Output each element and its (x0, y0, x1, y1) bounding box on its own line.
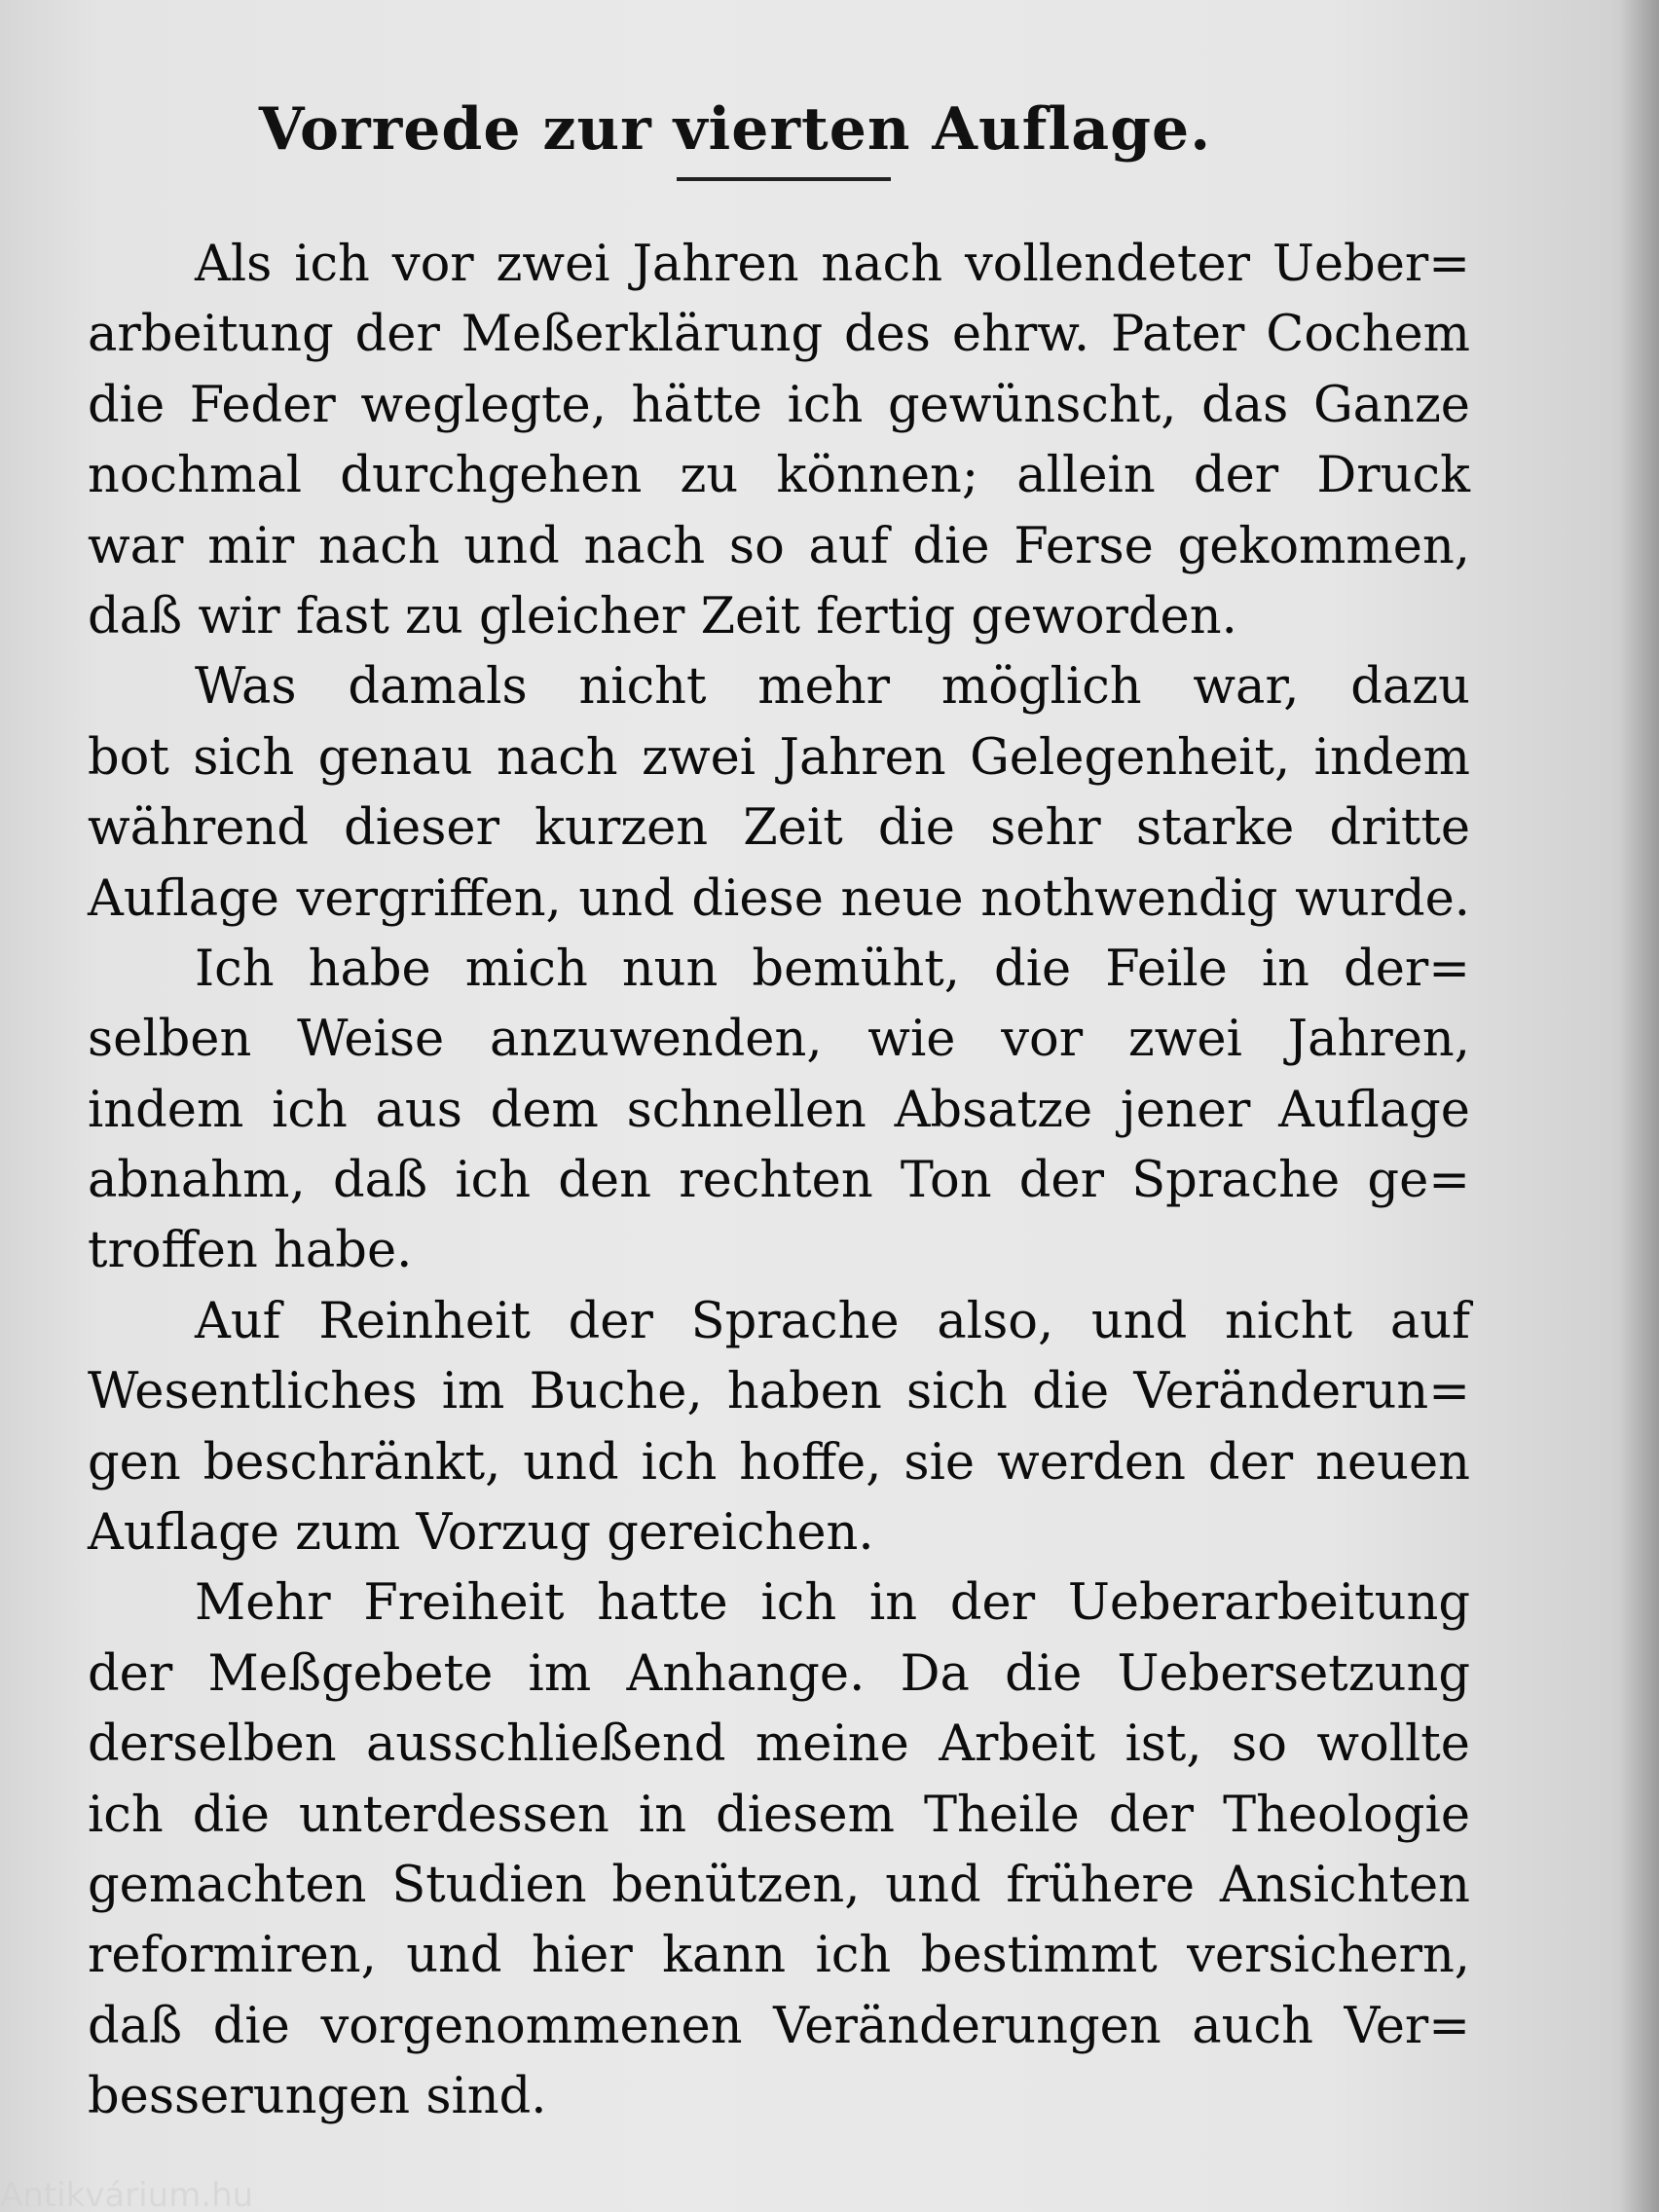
text-line: Auflage vergriffen, und diese neue nothwendig wurde. (88, 869, 1470, 928)
text-line: Mehr Freiheit hatte ich in der Ueberarbeitung (195, 1574, 1470, 1633)
text-line: selben Weise anzuwenden, wie vor zwei Jahren, (88, 1011, 1470, 1069)
text-line: gen beschränkt, und ich hoffe, sie werden der neuen (88, 1433, 1470, 1492)
text-line: derselben ausschließend meine Arbeit ist, so wollte (88, 1715, 1470, 1774)
text-line: abnahm, daß ich den rechten Ton der Sprache ge= (88, 1152, 1470, 1210)
page-title: Vorrede zur vierten Auflage. (258, 95, 1212, 165)
text-line: Auf Reinheit der Sprache also, und nicht auf (195, 1292, 1470, 1350)
text-line: arbeitung der Meßerklärung des ehrw. Pater Cochem (88, 306, 1470, 364)
text-line: Ich habe mich nun bemüht, die Feile in der= (195, 940, 1470, 998)
text-line: indem ich aus dem schnellen Absatze jener Auflage (88, 1081, 1470, 1139)
text-line: reformiren, und hier kann ich bestimmt versichern, (88, 1927, 1470, 1985)
text-line: besserungen sind. (88, 2068, 547, 2126)
text-line: gemachten Studien benützen, und frühere Ansichten (88, 1856, 1470, 1914)
text-line: nochmal durchgehen zu können; allein der Druck (88, 447, 1470, 505)
watermark-footer: Antikvárium.hu (0, 2179, 254, 2212)
text-line: troffen habe. (88, 1222, 413, 1280)
text-line: ich die unterdessen in diesem Theile der Theologie (88, 1786, 1470, 1844)
title-divider (677, 177, 891, 181)
text-line: bot sich genau nach zwei Jahren Gelegenheit, indem (88, 728, 1470, 787)
text-line: Als ich vor zwei Jahren nach vollendeter Ueber= (195, 236, 1470, 293)
text-line: der Meßgebete im Anhange. Da die Uebersetzung (88, 1644, 1470, 1703)
text-line: die Feder weglegte, hätte ich gewünscht, das Ganze (88, 376, 1470, 434)
text-line: Was damals nicht mehr möglich war, dazu (195, 658, 1470, 717)
preface-text (88, 230, 1470, 2133)
text-line: Wesentliches im Buche, haben sich die Veränderun= (88, 1363, 1470, 1421)
text-line: war mir nach und nach so auf die Ferse gekommen, (88, 517, 1470, 575)
text-line: daß die vorgenommenen Veränderungen auch Ver= (88, 1997, 1470, 2055)
text-line: während dieser kurzen Zeit die sehr starke dritte (88, 799, 1470, 858)
text-line: Auflage zum Vorzug gereichen. (88, 1504, 874, 1563)
page-edge-shadow (1620, 0, 1659, 2212)
text-line: daß wir fast zu gleicher Zeit fertig geworden. (88, 587, 1237, 645)
